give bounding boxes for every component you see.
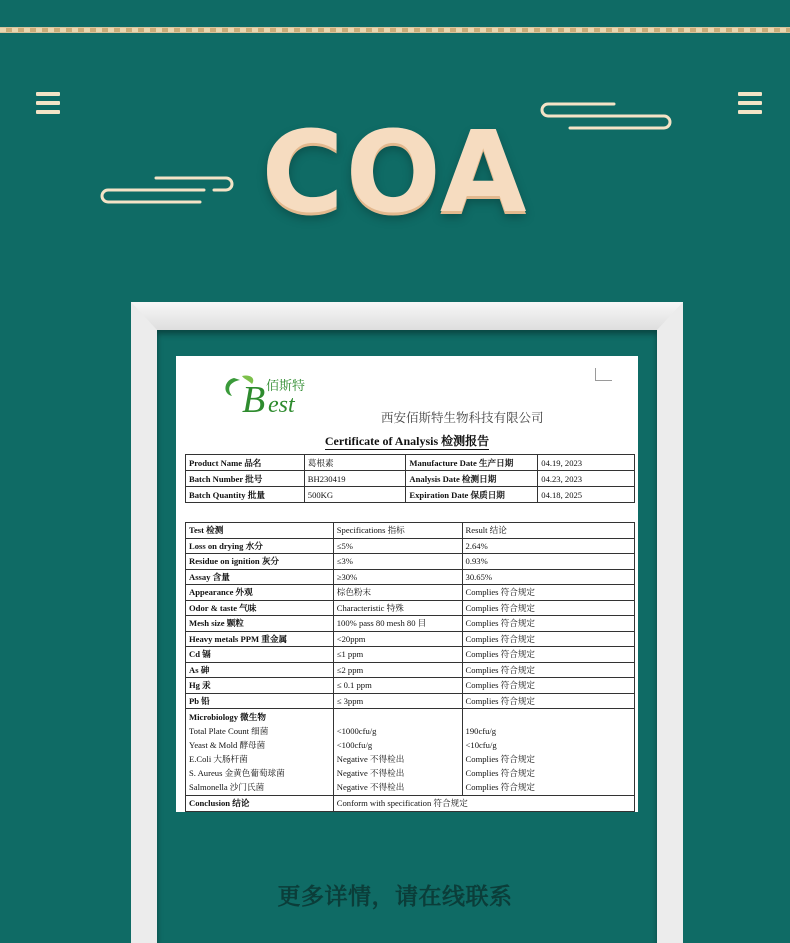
info-row (186, 455, 635, 471)
conclusion-text: Conform with specification 符合规定 (333, 796, 634, 812)
micro-line: E.Coli 大肠杆菌 (189, 754, 248, 764)
micro-line: Complies 符合规定 (465, 782, 536, 792)
spec-cell: Residue on ignition 灰分 (186, 554, 334, 570)
top-decorative-band (0, 0, 790, 40)
spec-cell: ≤2 ppm (333, 662, 462, 678)
table-row (186, 569, 635, 585)
table-header-row (186, 523, 635, 539)
spec-cell (333, 709, 462, 796)
spec-cell: ≤5% (333, 538, 462, 554)
info-cell: 葛根素 (304, 455, 406, 471)
info-cell: Expiration Date 保质日期 (406, 487, 538, 503)
table-row (186, 600, 635, 616)
spec-cell: Mesh size 颗粒 (186, 616, 334, 632)
spec-cell: 0.93% (462, 554, 634, 570)
spec-cell: Cd 镉 (186, 647, 334, 663)
microbiology-row (186, 709, 635, 796)
spec-cell: 30.65% (462, 569, 634, 585)
spec-cell: Heavy metals PPM 重金属 (186, 631, 334, 647)
spec-cell: ≤ 3ppm (333, 693, 462, 709)
micro-line: <100cfu/g (336, 740, 373, 750)
table-row (186, 693, 635, 709)
spec-cell: ≤ 0.1 ppm (333, 678, 462, 694)
spec-cell: <20ppm (333, 631, 462, 647)
info-cell: 500KG (304, 487, 406, 503)
spec-cell: ≤1 ppm (333, 647, 462, 663)
company-logo (220, 370, 330, 423)
info-cell: BH230419 (304, 471, 406, 487)
micro-line: Negative 不得检出 (336, 768, 405, 778)
micro-line: Negative 不得检出 (336, 782, 405, 792)
spec-cell: Complies 符合规定 (462, 631, 634, 647)
spec-cell: Complies 符合规定 (462, 662, 634, 678)
info-cell: Product Name 品名 (186, 455, 305, 471)
corner-mark (595, 368, 612, 381)
micro-line: Negative 不得检出 (336, 754, 405, 764)
spec-cell: 100% pass 80 mesh 80 目 (333, 616, 462, 632)
spec-cell: Loss on drying 水分 (186, 538, 334, 554)
specification-table (185, 522, 635, 812)
info-cell: 04.23, 2023 (538, 471, 635, 487)
info-cell: Batch Quantity 批量 (186, 487, 305, 503)
info-cell: Analysis Date 检测日期 (406, 471, 538, 487)
contact-prompt: 更多详情，请在线联系 (277, 884, 513, 910)
spec-cell: Test 检测 (186, 523, 334, 539)
spec-cell: Complies 符合规定 (462, 693, 634, 709)
spec-cell: Pb 铅 (186, 693, 334, 709)
svg-text:佰斯特: 佰斯特 (266, 379, 306, 394)
spec-cell: Assay 含量 (186, 569, 334, 585)
info-cell: 04.18, 2025 (538, 487, 635, 503)
product-info-table (185, 454, 635, 503)
spec-cell: Characteristic 特殊 (333, 600, 462, 616)
svg-text:B: B (242, 379, 266, 418)
spec-cell: Complies 符合规定 (462, 616, 634, 632)
table-row (186, 616, 635, 632)
certificate-title: Certificate of Analysis 检测报告 (324, 434, 490, 448)
spec-cell: Result 结论 (462, 523, 634, 539)
spec-cell (462, 709, 634, 796)
frame-bevel (131, 302, 683, 330)
spec-cell: ≥30% (333, 569, 462, 585)
coa-document (176, 356, 638, 812)
table-row (186, 631, 635, 647)
blank-line (337, 710, 459, 724)
info-row (186, 487, 635, 503)
spec-cell: Complies 符合规定 (462, 647, 634, 663)
spec-cell: Specifications 指标 (333, 523, 462, 539)
table-row (186, 538, 635, 554)
micro-line: <10cfu/g (465, 740, 497, 750)
micro-line: Complies 符合规定 (465, 768, 536, 778)
micro-line: Complies 符合规定 (465, 754, 536, 764)
micro-line: Yeast & Mold 酵母菌 (189, 740, 266, 750)
spec-cell: ≤3% (333, 554, 462, 570)
spec-cell: Complies 符合规定 (462, 600, 634, 616)
spec-cell: Complies 符合规定 (462, 678, 634, 694)
micro-line: S. Aureus 金黄色葡萄球菌 (189, 768, 285, 778)
spec-cell: Odor & taste 气味 (186, 600, 334, 616)
conclusion-row (186, 796, 635, 812)
info-cell: Batch Number 批号 (186, 471, 305, 487)
table-row (186, 647, 635, 663)
page-title: COA (261, 108, 529, 238)
spec-cell: As 砷 (186, 662, 334, 678)
info-cell: 04.19, 2023 (538, 455, 635, 471)
svg-text:est: est (268, 392, 295, 418)
micro-line: 190cfu/g (465, 726, 497, 736)
conclusion-label: Conclusion 结论 (186, 796, 334, 812)
spec-cell: Complies 符合规定 (462, 585, 634, 601)
table-row (186, 662, 635, 678)
spec-cell: Hg 汞 (186, 678, 334, 694)
info-cell: Manufacture Date 生产日期 (406, 455, 538, 471)
company-name: 西安佰斯特生物科技有限公司 (381, 410, 544, 425)
table-row (186, 585, 635, 601)
micro-line: <1000cfu/g (336, 726, 377, 736)
micro-line: Salmonella 沙门氏菌 (189, 782, 265, 792)
spec-cell: 2.64% (462, 538, 634, 554)
spec-cell (186, 709, 334, 796)
micro-line: Total Plate Count 细菌 (189, 726, 269, 736)
microbiology-heading: Microbiology 微生物 (189, 712, 266, 722)
spec-cell: Appearance 外观 (186, 585, 334, 601)
table-row (186, 678, 635, 694)
blank-line (466, 710, 631, 724)
table-row (186, 554, 635, 570)
spec-cell: 棕色粉末 (333, 585, 462, 601)
info-row (186, 471, 635, 487)
